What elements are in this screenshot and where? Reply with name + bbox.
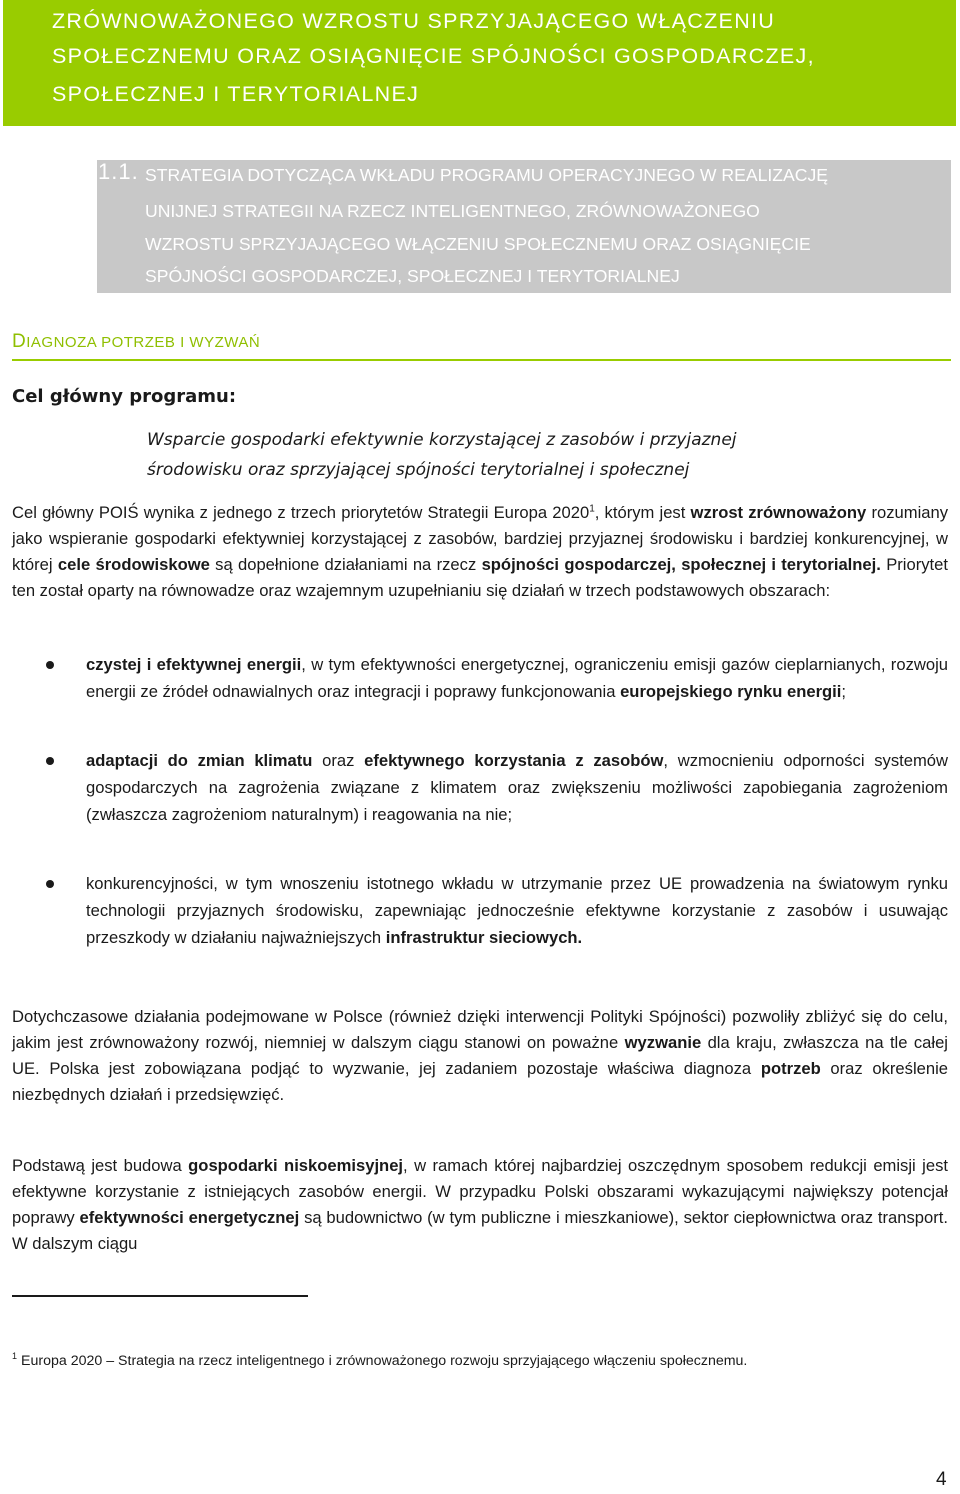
list-item [86,747,948,828]
text-span: są dopełnione działaniami na rzecz [209,555,482,574]
text-span: dla kraju, zwłaszcza na tle całej UE. Polska jest zobowiązana podjąć to wyzwanie, jej zadaniem pozostaje właściwa diagnoza [12,1033,948,1078]
section-title-line-1: STRATEGIA DOTYCZĄCA WKŁADU PROGRAMU OPERACYJNEGO W REALIZACJĘ [145,165,828,185]
bold-text: efektywnego korzystania z zasobów [364,751,664,770]
list-item [86,651,948,705]
bold-text: europejskiego rynku energii [620,682,842,701]
paragraph-challenges [12,1004,948,1108]
bold-text: wyzwanie [624,1033,702,1052]
bullet-icon [46,880,54,888]
footnote-marker: 1 [12,1351,18,1362]
paragraph-main-goal [12,500,948,604]
list-item [86,870,948,951]
chapter-title-banner [3,0,956,126]
text-span: , wzmocnieniu odporności systemów gospodarczych na zagrożenia związane z klimatem oraz zwiększeniu możliwości zapobiegania zagrożeniom (zwłaszcza zagrożeniom naturalnym) i reagowania na nie; [86,751,948,824]
text-span: ; [841,682,847,701]
text-span: konkurencyjności, w tym wnoszeniu istotnego wkładu w utrzymanie przez UE prowadzenia na światowym rynku technologii przyjaznych środowisku, zapewniając jednocześnie efektywne korzystanie z zasobów i usuwając przeszkody w działaniu najważniejszych [86,874,948,947]
diagnosis-heading [12,331,260,353]
heading-divider [12,359,951,361]
section-title-line-3: WZROSTU SPRZYJAJĄCEGO WŁĄCZENIU SPOŁECZNEMU ORAZ OSIĄGNIĘCIE [145,234,811,254]
text-span: Cel główny POIŚ wynika z jednego z trzech priorytetów Strategii Europa 2020 [12,503,590,522]
bold-text: efektywności energetycznej [79,1208,300,1227]
footnote-text: Europa 2020 – Strategia na rzecz inteligentnego i zrównoważonego rozwoju sprzyjającego włączeniu społecznemu. [21,1353,748,1369]
diagnosis-heading-initial: D [12,331,27,352]
section-title-line-2: UNIJNEJ STRATEGII NA RZECZ INTELIGENTNEGO, ZRÓWNOWAŻONEGO [145,201,760,221]
section-title-box [97,160,951,293]
main-goal-quote-line-2: środowisku oraz sprzyjającej spójności terytorialnej i społecznej [147,460,690,480]
text-span: Podstawą jest budowa [12,1156,189,1175]
text-span: , w tym efektywności energetycznej, ograniczeniu emisji gazów cieplarnianych, rozwoju energii ze źródeł odnawialnych oraz integracji i poprawy funkcjonowania [86,655,948,701]
bold-text: infrastruktur sieciowych. [385,928,583,947]
page-number: 4 [936,1469,947,1490]
bullet-icon [46,757,54,765]
chapter-title-line-1: ZRÓWNOWAŻONEGO WZROSTU SPRZYJAJĄCEGO WŁĄCZENIU [52,9,776,33]
bold-text: czystej i efektywnej energii [86,655,302,674]
text-span: rozumiany jako wspieranie gospodarki efektywniej korzystającej z zasobów, bardziej przyjaznej środowisku i bardziej konkurencyjnej, w której [12,503,949,574]
text-span: oraz określenie niezbędnych działań i przedsięwzięć. [12,1059,949,1104]
text-span: Priorytet ten został oparty na równowadze oraz wzajemnym uzupełnianiu się działań w trzech podstawowych obszarach: [12,555,948,600]
text-span: , w ramach której najbardziej oszczędnym sposobem redukcji emisji jest efektywne korzystanie z istniejących zasobów energii. W przypadku Polski obszarami wykazującymi największy potencjał poprawy [12,1156,948,1227]
bullet-icon [46,661,54,669]
bold-text: spójności gospodarczej, społecznej i terytorialnej. [481,555,881,574]
bold-text: cele środowiskowe [57,555,210,574]
footnote [12,1353,747,1369]
footnote-divider [12,1295,308,1297]
bold-text: wzrost zrównoważony [690,503,867,522]
bold-text: adaptacji do zmian klimatu [86,751,313,770]
main-goal-label: Cel główny programu: [12,386,237,407]
section-title-line-4: SPÓJNOŚCI GOSPODARCZEJ, SPOŁECZNEJ I TERYTORIALNEJ [145,266,680,286]
text-span: Dotychczasowe działania podejmowane w Polsce (również dzięki interwencji Polityki Spójności) pozwoliły zbliżyć się do celu, jakim jest zrównoważony rozwój, niemniej w dalszym ciągu stanowi on poważne [12,1007,948,1052]
text-span: , którym jest [594,503,691,522]
chapter-title-line-3: SPOŁECZNEJ I TERYTORIALNEJ [52,82,420,106]
chapter-title-line-2: SPOŁECZNEMU ORAZ OSIĄGNIĘCIE SPÓJNOŚCI GOSPODARCZEJ, [52,44,815,68]
section-number: 1.1. [98,159,139,184]
main-goal-quote-line-1: Wsparcie gospodarki efektywnie korzystającej z zasobów i przyjaznej [147,430,737,450]
bold-text: gospodarki niskoemisyjnej [188,1156,404,1175]
diagnosis-heading-rest: IAGNOZA POTRZEB I WYZWAŃ [26,334,261,351]
paragraph-low-emission [12,1153,948,1257]
text-span: oraz [312,751,365,770]
text-span: są budownictwo (w tym publiczne i mieszkaniowe), sektor ciepłownictwa oraz transport. W dalszym ciągu [12,1208,948,1253]
bold-text: potrzeb [760,1059,821,1078]
footnote-reference[interactable]: 1 [589,503,595,515]
